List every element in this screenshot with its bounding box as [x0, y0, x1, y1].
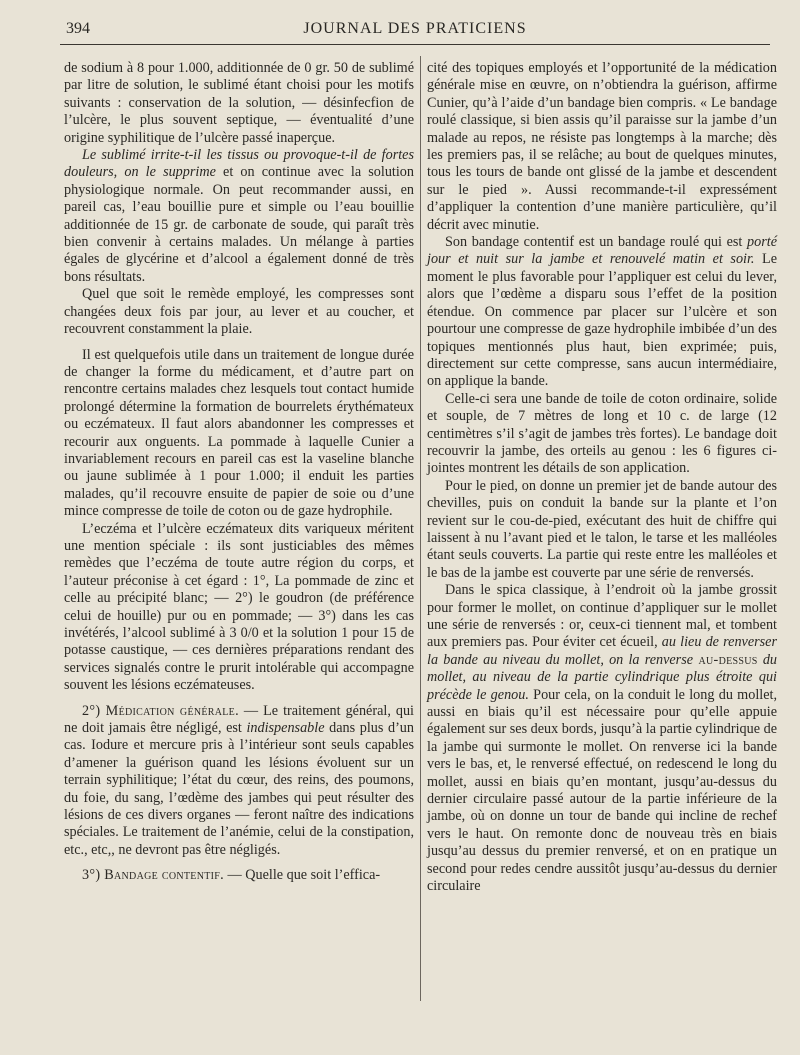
paragraph: Dans le spica classique, à l’endroit où la jambe grossit pour former le mollet, on continue d’appliquer sur le mollet une série de renversés : or, ceux-ci tiennent mal, et tombent aux premiers pas. Pour éviter cet écueil, au lieu de renverser la bande au niveau du mollet, on la renverse au-dessus du mollet, au niveau de la partie cylindrique plus étroite qui précède le genou. Pour cela, on la conduit le long du mollet, aussi en biais qu’il est nécessaire pour qu’elle appuie également sur ses deux bords, jusqu’à la partie cylindrique de la jambe qui surmonte le mollet. On renverse ici la bande vers le bas, et, le renversé effectué, on redescend le long du mollet, aussi en biais qu’en montant, jusqu’au-dessus du dernier circulaire passé autour de la partie inférieure de la jambe, où on donne un tour de bande qui incline de rechef vers le haut. On remonte donc de nouveau très en biais jusqu’au dessus du premier renversé, et on en pratique un second pour redes cendre aussitôt jusqu’au-dessus du dernier circulaire — [427, 582, 778, 895]
running-title: JOURNAL DES PRATICIENS — [303, 20, 527, 37]
left-column — [64, 60, 414, 885]
paragraph: Il est quelquefois utile dans un traitement de longue durée de changer la forme du médicament, et d’autre part on rencontre certains malades chez lesquels tout contact humide prolongé détermine la formation de bourrelets érythémateux ou eczémateux. Il faut alors abandonner les compresses et recourir aux onguents. La pommade à laquelle Cunier a invariablement recours en pareil cas est la vaseline blanche ou jaune sublimée à 1 pour 1.000; il enduit les parties malades, qu’il recouvre ensuite de papier de soie ou d’une mince compresse de toile de coton ou de gaze hydrophile. — [64, 346, 414, 520]
section-paragraph: 3°) Bandage contentif. — Quelle que soit l’effica- — [82, 867, 381, 884]
paragraph: Quel que soit le remède employé, les compresses sont changées deux fois par jour, au lever et au coucher, et recouvrent constamment la plaie. — [64, 286, 414, 338]
paragraph: Celle-ci sera une bande de toile de coton ordinaire, solide et souple, de 7 mètres de long et 10 c. de large (12 centimètres s’il s’agit de jambes très fortes). Le bandage doit recouvrir la jambe, des orteils au genou : les 6 figures ci-jointes montrent les détails de son application. — [427, 390, 777, 477]
page-number: 394 — [66, 20, 90, 37]
paragraph: cité des topiques employés et l’opportunité de la médication générale mise en œuvre, on n’obtiendra la guérison, affirme Cunier, qu’à l’aide d’un bandage bien compris. « Le bandage roulé classique, si bien assis qu’il paraisse sur la jambe d’un malade au repos, ne résiste pas longtemps à la marche; dès les premiers pas, il se relâche; au bout de quelques minutes, tous les tours de bande ont glissé de la jambe et descendent sur le pied ». Aussi recommande-t-il expressément d’appliquer la contention d’une manière particulière, qu’il décrit avec minutie. — [427, 60, 777, 233]
column-divider — [420, 56, 421, 1001]
paragraph: L’eczéma et l’ulcère eczémateux dits variqueux méritent une mention spéciale : ils sont justiciables des mêmes remèdes que l’eczéma de toute autre région du corps, et l’auteur préconise à cet égard : 1°, La pommade de zinc et celle au précipité blanc; — 2°) le goudron (de préférence celui de houille) pur ou en pommade; — 3°) dans les cas invétérés, l’alcool sublimé à 3 0/0 et la solution 1 pour 15 de potasse caustique, — ces dernières préparations rendant des services signalés contre le prurit intolérable qui accompagne souvent les lésions eczémateuses. — [64, 520, 414, 694]
section-heading: 3°) Bandage contentif. — [82, 867, 224, 884]
paragraph: Son bandage contentif est un bandage roulé qui est porté jour et nuit sur la jambe et renouvelé matin et soir. Le moment le plus favorable pour l’appliquer est celui du lever, alors que l’œdème a disparu sous l’effet de la position étendue. On commence par placer sur l’ulcère et son pourtour une compresse de gaze hydrophile imbibée d’un des topiques mentionnés plus haut, bien exprimée; puis, directement sur cette compresse, sans aucun intermédiaire, on applique la bande. — [427, 234, 777, 390]
paragraph: Le sublimé irrite-t-il les tissus ou provoque-t-il de fortes douleurs, on le supprime et on continue avec la solution physiologique normale. On peut recommander aussi, en pareil cas, l’eau bouillie pure et simple ou l’eau bouillie additionnée de 15 gr. de carbonate de soude, qui paraît très bien convenir à certains malades. Un mélange à parties égales de glycérine et d’alcool a également donné de très bons résultats. — [64, 147, 414, 285]
section-paragraph: 2°) Médication générale. — Le traitement général, qui ne doit jamais être négligé, est indispensable dans plus d’un cas. Iodure et mercure pris à l’intérieur sont seuls capables d’amener la guérison quand les lésions évoluent sur un terrain syphilitique; l’état du cœur, des reins, des poumons, du foie, du sang, l’œdème des jambes qui peut résulter des lésions de ces divers organes — feront naître des indications spéciales. Le traitement de l’anémie, celui de la constipation, etc., etc,, ne devront pas être négligés. — [64, 702, 414, 858]
page-header — [60, 18, 770, 45]
section-heading: 2°) Médication générale. — [82, 702, 239, 719]
paragraph: Pour le pied, on donne un premier jet de bande autour des chevilles, puis on conduit la bande sur la plante et l’on revient sur le cou-de-pied, exécutant des huit de chiffre qui laissent à nu l’avant pied et le talon, le tarse et les malléoles étant seuls couverts. La partie qui reste entre les malléoles et le bas de la jambe est couverte par une série de renversés. — [427, 477, 777, 581]
right-column — [427, 60, 777, 896]
paragraph: de sodium à 8 pour 1.000, additionnée de 0 gr. 50 de sublimé par litre de solution, le sublimé étant choisi pour les motifs suivants : conservation de la solution, — désinfecfion de l’ulcère, le plus souvent septique, — éventualité d’une origine syphilitique de l’ulcère passé inaperçue. — [64, 60, 414, 146]
